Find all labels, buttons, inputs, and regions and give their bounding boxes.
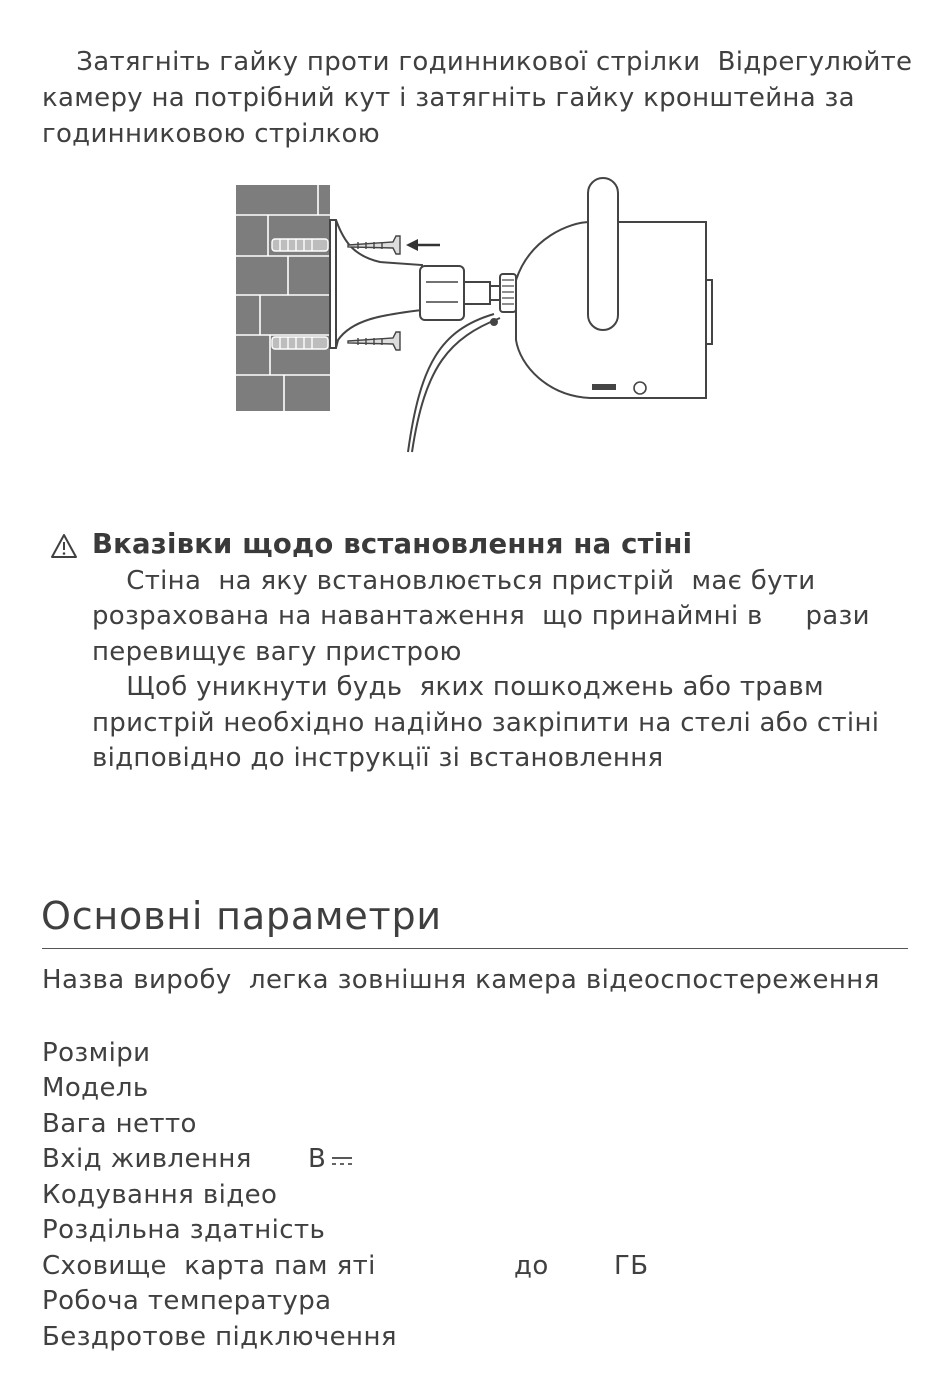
cable-icon — [408, 314, 500, 452]
spec-model: Модель — [42, 1073, 149, 1103]
spec-power-unit: В — [308, 1144, 327, 1174]
spec-weight: Вага нетто — [42, 1109, 197, 1139]
section-title: Основні параметри — [41, 894, 442, 938]
spec-storage-up-to: до — [514, 1251, 549, 1281]
intro-line-2: камеру на потрібний кут і затягніть гайку кронштейна за — [42, 83, 855, 113]
spec-wireless: Бездротове підключення — [42, 1322, 397, 1352]
spec-product-name: Назва виробу легка зовнішня камера відеоспостереження — [42, 965, 880, 995]
spec-storage: Сховище карта пам яті — [42, 1251, 376, 1281]
spec-power: Вхід живлення — [42, 1144, 252, 1174]
dc-symbol-icon — [331, 1155, 353, 1167]
spec-storage-unit: ГБ — [614, 1251, 649, 1281]
warning-line-1: Стіна на яку встановлюється пристрій має бути — [92, 566, 816, 596]
intro-line-1: Затягніть гайку проти годинникової стрілки Відрегулюйте — [42, 47, 913, 77]
warning-title: Вказівки щодо встановлення на стіні — [92, 528, 693, 560]
warning-line-2: розрахована на навантаження що принаймні в рази — [92, 601, 870, 631]
camera-icon — [516, 178, 712, 398]
warning-triangle-icon — [50, 533, 78, 559]
spec-video: Кодування відео — [42, 1180, 278, 1210]
wall-icon — [236, 185, 330, 411]
warning-line-6: відповідно до інструкції зі встановлення — [92, 743, 664, 773]
warning-line-4: Щоб уникнути будь яких пошкоджень або травм — [92, 672, 824, 702]
arrow-icon — [406, 239, 440, 251]
warning-line-5: пристрій необхідно надійно закріпити на стелі або стіні — [92, 708, 880, 738]
spec-resolution: Роздільна здатність — [42, 1215, 326, 1245]
section-divider — [42, 948, 908, 949]
intro-line-3: годинниковою стрілкою — [42, 119, 380, 149]
warning-line-3: перевищує вагу пристрою — [92, 637, 462, 667]
installation-illustration — [230, 170, 730, 465]
spec-temperature: Робоча температура — [42, 1286, 332, 1316]
spec-dimensions: Розміри — [42, 1038, 151, 1068]
